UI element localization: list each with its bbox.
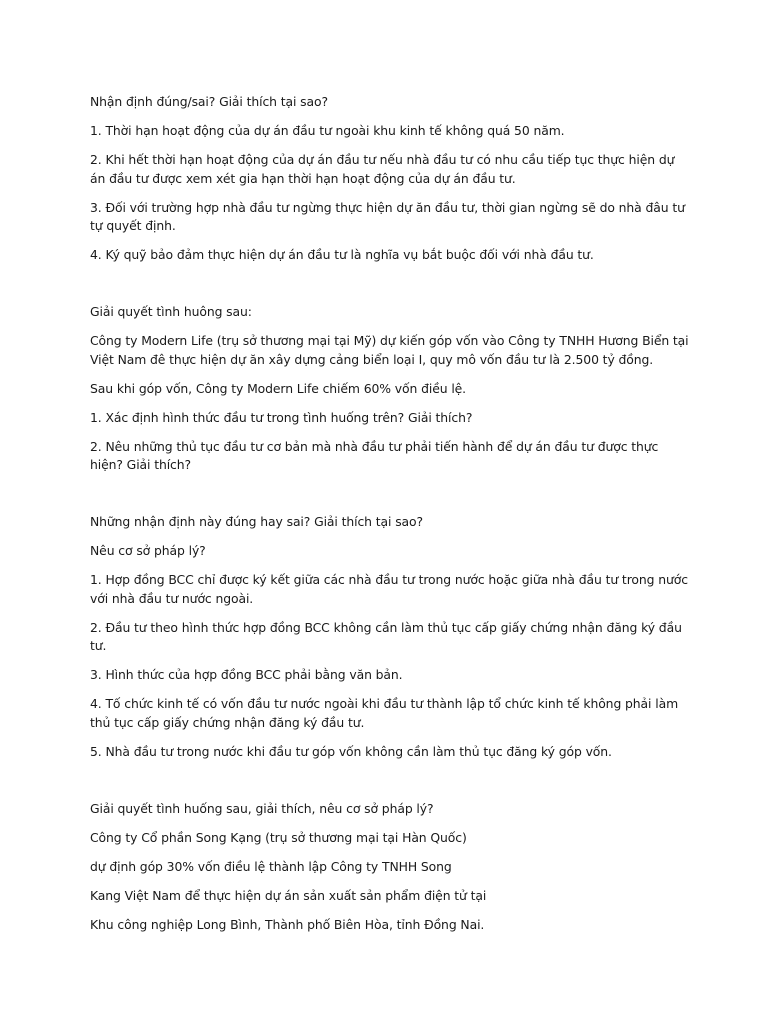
- paragraph: 3. Hình thức của hợp đồng BCC phải bằng văn bản.: [90, 667, 403, 682]
- section-heading: Nhận định đúng/sai? Giải thích tại sao?: [90, 94, 328, 109]
- paragraph: Khu công nghiệp Long Bình, Thành phố Biên Hòa, tỉnh Đồng Nai.: [90, 916, 485, 932]
- paragraph: 4. Tố chức kinh tế có vốn đầu tư nước ngoài khi đầu tư thành lập tổ chức kinh tế không phải làm thủ tục cấp giấy chứng nhận đăng ký đầu tư.: [90, 696, 679, 730]
- paragraph: Nêu cơ sở pháp lý?: [90, 543, 206, 558]
- paragraph: 2. Khi hết thời hạn hoạt động của dự án đầu tư nếu nhà đầu tư có nhu cầu tiếp tục thực hiện dự án đầu tư được xem xét gia hạn thời hạn hoạt động của dự án đầu tư.: [90, 152, 675, 186]
- section-heading: Những nhận định này đúng hay sai? Giải thích tại sao?: [90, 514, 424, 529]
- section-true-false-2: [90, 513, 690, 761]
- paragraph: 1. Hợp đồng BCC chỉ được ký kết giữa các nhà đầu tư trong nước hoặc giữa nhà đầu tư trong nước với nhà đầu tư nước ngoài.: [90, 572, 688, 606]
- section-heading: Giải quyết tình huông sau:: [90, 304, 252, 319]
- section-case-2: [90, 800, 690, 935]
- paragraph: 3. Đối với trường hợp nhà đầu tư ngừng thực hiện dự ăn đầu tư, thời gian ngừng sẽ do nhà đâu tư tự quyết định.: [90, 199, 685, 233]
- paragraph: 1. Xác định hình thức đầu tư trong tình huống trên? Giải thích?: [90, 409, 473, 425]
- section-case-1: [90, 303, 690, 475]
- paragraph: Công ty Cổ phần Song Kạng (trụ sở thương mại tại Hàn Quốc): [90, 829, 467, 845]
- paragraph: dự định góp 30% vốn điều lệ thành lập Công ty TNHH Song: [90, 858, 452, 874]
- paragraph: 1. Thời hạn hoạt động của dự án đầu tư ngoài khu kinh tế không quá 50 năm.: [90, 123, 565, 138]
- paragraph: Sau khi góp vốn, Công ty Modern Life chiếm 60% vốn điều lệ.: [90, 380, 467, 396]
- paragraph: 2. Nêu những thủ tục đầu tư cơ bản mà nhà đầu tư phải tiến hành để dự án đầu tư được thực hiện? Giải thích?: [90, 438, 659, 472]
- section-heading: Giải quyết tình huống sau, giải thích, nêu cơ sở pháp lý?: [90, 800, 434, 816]
- paragraph: 4. Ký quỹ bảo đảm thực hiện dự án đầu tư là nghĩa vụ bắt buộc đối với nhà đầu tư.: [90, 247, 594, 262]
- document-body: [90, 93, 690, 945]
- paragraph: 2. Đầu tư theo hình thức hợp đồng BCC không cần làm thủ tục cấp giấy chứng nhận đăng ký đầu tư.: [90, 619, 682, 653]
- paragraph: Kang Việt Nam để thực hiện dự án sản xuất sản phẩm điện tử tại: [90, 887, 487, 903]
- paragraph: Công ty Modern Life (trụ sở thương mại tại Mỹ) dự kiến góp vốn vào Công ty TNHH Hương Biển tại Việt Nam đê thực hiện dự ăn xây dựng cảng biển loại I, quy mô vốn đầu tư là 2.500 tỷ đồng.: [90, 333, 689, 367]
- section-true-false-1: [90, 93, 690, 265]
- section-gap: [90, 275, 690, 303]
- section-gap: [90, 772, 690, 800]
- section-gap: [90, 485, 690, 513]
- paragraph: 5. Nhà đầu tư trong nước khi đầu tư góp vốn không cần làm thủ tục đăng ký góp vốn.: [90, 743, 612, 759]
